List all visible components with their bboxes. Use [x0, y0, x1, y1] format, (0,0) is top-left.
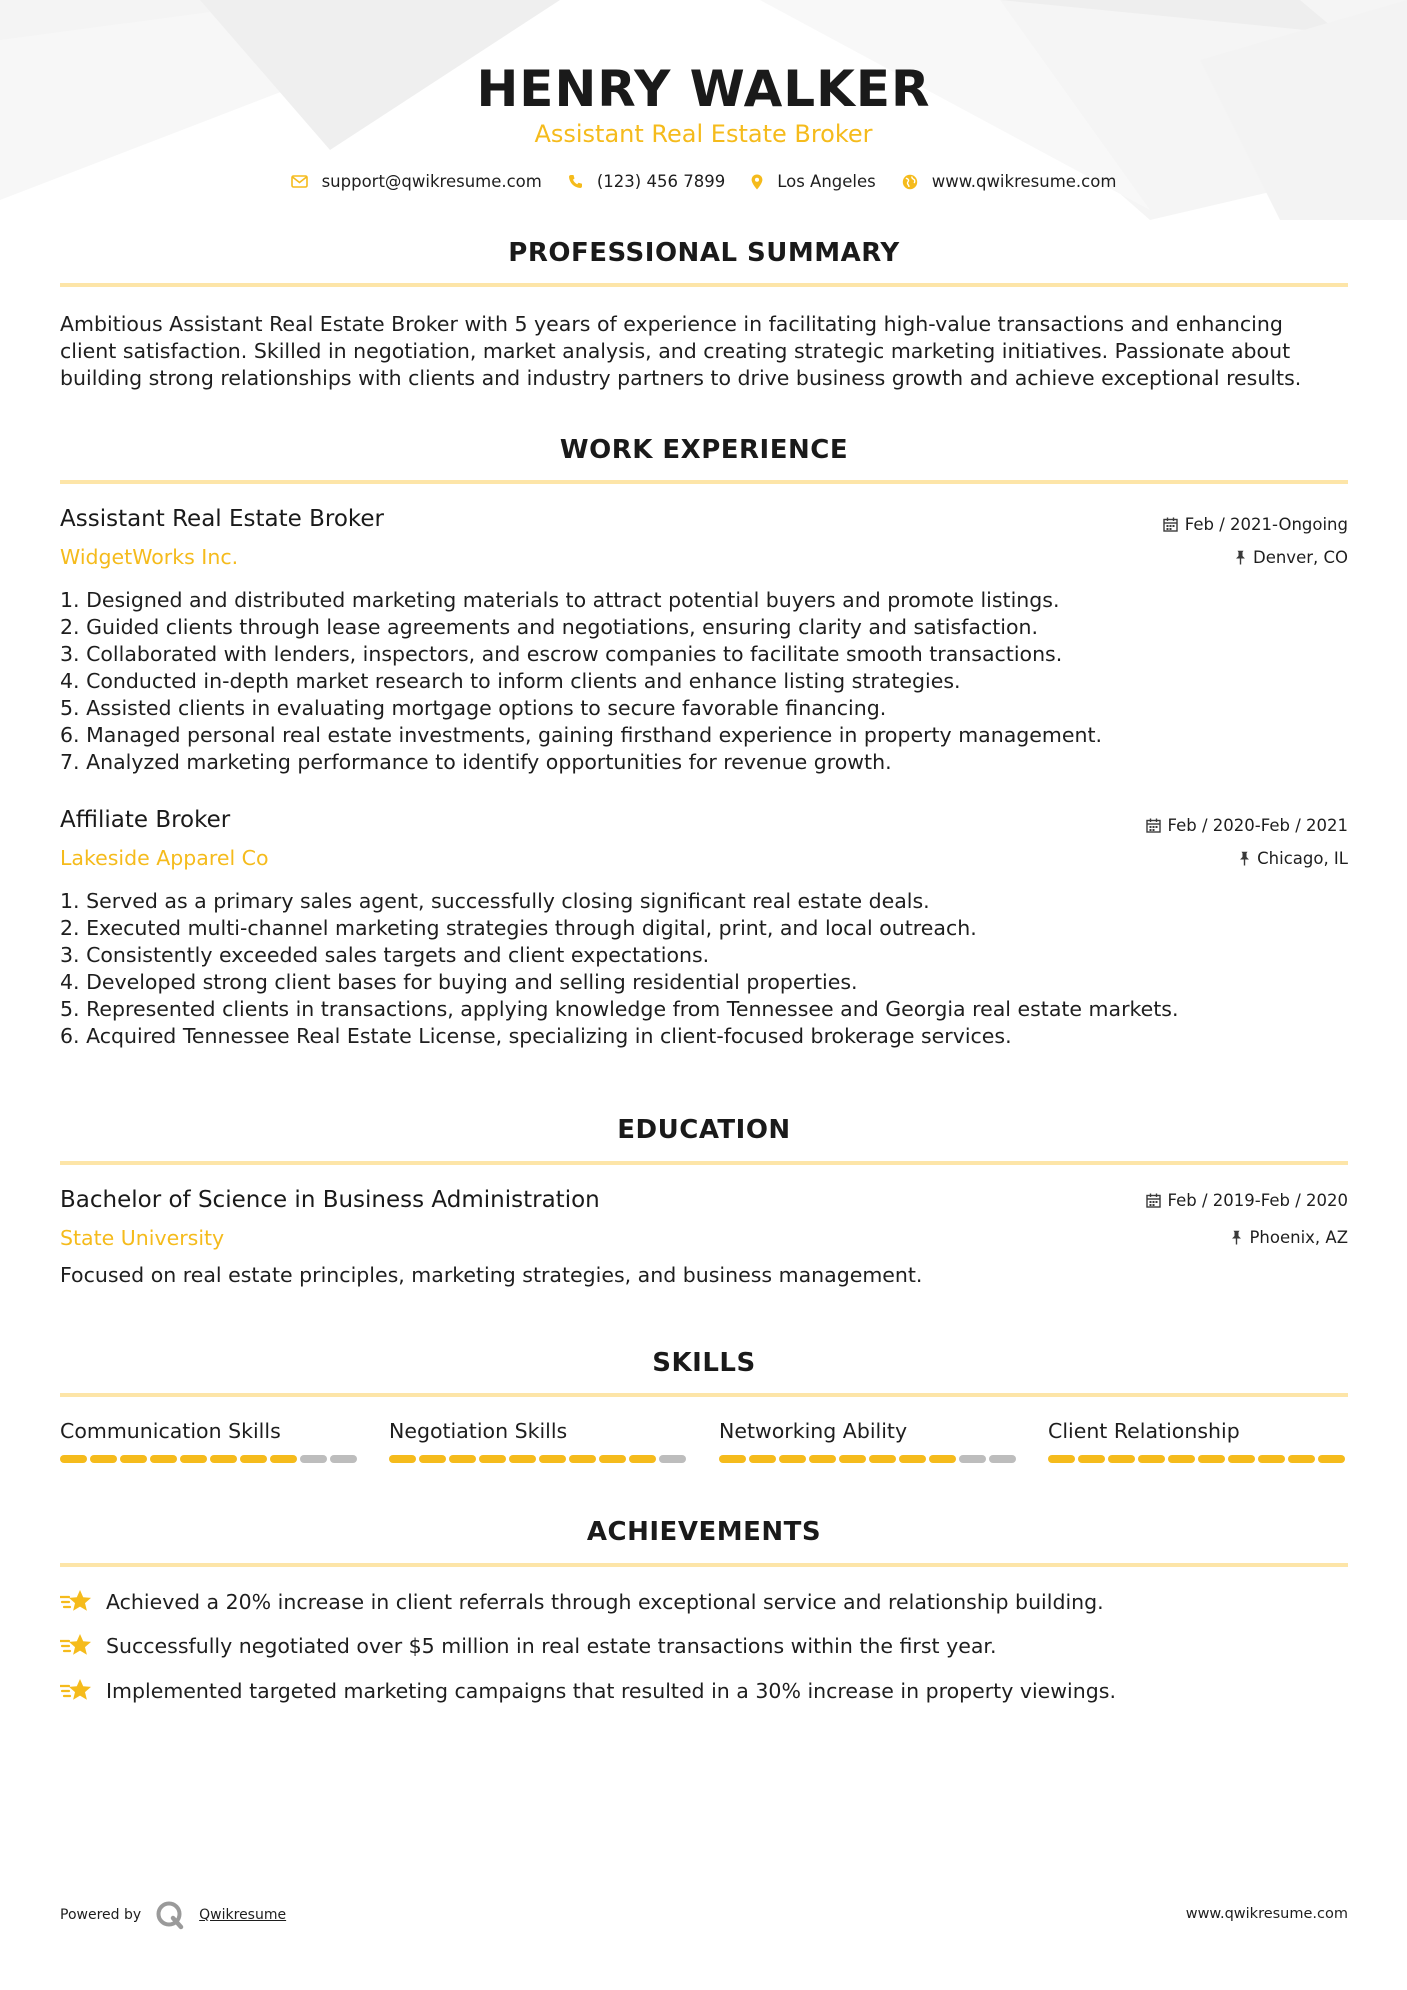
company-name: WidgetWorks Inc. [60, 545, 239, 569]
achievement-text: Implemented targeted marketing campaigns that resulted in a 30% increase in property viewings. [106, 1679, 1116, 1703]
summary-line: Ambitious Assistant Real Estate Broker with 5 years of experience in facilitating high-value transactions and enhancing [60, 312, 1283, 336]
skill-level-segment [419, 1455, 446, 1463]
skill-level-segment [1138, 1455, 1165, 1463]
candidate-name: HENRY WALKER [476, 60, 931, 118]
calendar-icon [1146, 1193, 1161, 1208]
calendar-icon [1163, 517, 1178, 532]
skill-item [1048, 1419, 1348, 1463]
skill-level-segment [240, 1455, 267, 1463]
skill-level-segment [90, 1455, 117, 1463]
skill-item [389, 1419, 689, 1463]
list-item: 2. Executed multi-channel marketing strategies through digital, print, and local outreach. [60, 916, 977, 940]
email-text: support@qwikresume.com [321, 172, 542, 191]
achievement-text: Achieved a 20% increase in client referrals through exceptional service and relationship building. [106, 1590, 1104, 1614]
skill-level-segment [989, 1455, 1016, 1463]
candidate-title: Assistant Real Estate Broker [534, 120, 873, 148]
summary-heading: PROFESSIONAL SUMMARY [508, 238, 900, 268]
education-location [1231, 1228, 1348, 1247]
skill-level-segment [509, 1455, 536, 1463]
skill-level-segment [479, 1455, 506, 1463]
summary-line: building strong relationships with clients and industry partners to drive business growth and achieve exceptional results. [60, 366, 1302, 390]
job-location-text: Denver, CO [1252, 548, 1348, 567]
summary-line: client satisfaction. Skilled in negotiation, market analysis, and creating strategic marketing initiatives. Passionate about [60, 339, 1291, 363]
skill-level-segment [929, 1455, 956, 1463]
education-heading: EDUCATION [617, 1115, 791, 1145]
pushpin-icon [1239, 851, 1250, 866]
footer-website[interactable]: www.qwikresume.com [1185, 1906, 1348, 1922]
achievements-heading: ACHIEVEMENTS [586, 1517, 822, 1547]
skill-level-bar [60, 1455, 360, 1463]
location-text: Los Angeles [777, 172, 876, 191]
phone-icon [568, 174, 583, 189]
list-item: 1. Served as a primary sales agent, successfully closing significant real estate deals. [60, 889, 930, 913]
pushpin-icon [1235, 550, 1246, 565]
skill-level-segment [1318, 1455, 1345, 1463]
list-item: 4. Conducted in-depth market research to inform clients and enhance listing strategies. [60, 669, 961, 693]
list-item: 2. Guided clients through lease agreements and negotiations, ensuring clarity and satisfaction. [60, 615, 1038, 639]
job-dates-text: Feb / 2021-Ongoing [1184, 515, 1348, 534]
skill-level-segment [449, 1455, 476, 1463]
list-item: 4. Developed strong client bases for buying and selling residential properties. [60, 970, 858, 994]
star-icon [60, 1589, 92, 1615]
skill-level-segment [60, 1455, 87, 1463]
skill-level-bar [1048, 1455, 1348, 1463]
achievements-divider [60, 1563, 1348, 1567]
job-title: Affiliate Broker [60, 807, 231, 833]
skill-name: Networking Ability [719, 1419, 908, 1443]
company-name: Lakeside Apparel Co [60, 846, 269, 870]
website-text: www.qwikresume.com [931, 172, 1117, 191]
list-item: 3. Collaborated with lenders, inspectors, and escrow companies to facilitate smooth transactions. [60, 642, 1063, 666]
skill-level-segment [150, 1455, 177, 1463]
skill-level-segment [1108, 1455, 1135, 1463]
skill-level-segment [1228, 1455, 1255, 1463]
education-divider [60, 1161, 1348, 1165]
job-location-text: Chicago, IL [1257, 849, 1348, 868]
summary-text [60, 311, 1348, 392]
qwikresume-link[interactable]: Qwikresume [199, 1907, 287, 1923]
skills-heading: SKILLS [652, 1348, 756, 1378]
skill-name: Communication Skills [60, 1419, 281, 1443]
skill-level-segment [1078, 1455, 1105, 1463]
skill-level-segment [1198, 1455, 1225, 1463]
job-dates [1146, 816, 1348, 835]
calendar-icon [1146, 818, 1161, 833]
job-responsibilities [60, 587, 1348, 776]
skill-level-bar [389, 1455, 689, 1463]
skill-level-segment [1258, 1455, 1285, 1463]
skill-level-segment [539, 1455, 566, 1463]
job-dates-text: Feb / 2020-Feb / 2021 [1167, 816, 1348, 835]
skill-level-segment [210, 1455, 237, 1463]
skill-level-segment [899, 1455, 926, 1463]
contact-email[interactable] [291, 172, 542, 191]
job-title: Assistant Real Estate Broker [60, 506, 384, 532]
skill-level-segment [749, 1455, 776, 1463]
skill-level-segment [599, 1455, 626, 1463]
job-location [1235, 548, 1348, 567]
skill-level-segment [180, 1455, 207, 1463]
education-location-text: Phoenix, AZ [1249, 1228, 1348, 1247]
skill-name: Client Relationship [1048, 1419, 1240, 1443]
skill-level-segment [839, 1455, 866, 1463]
education-description: Focused on real estate principles, marketing strategies, and business management. [60, 1263, 923, 1287]
star-icon [60, 1633, 92, 1659]
job-location [1239, 849, 1348, 868]
education-dates-text: Feb / 2019-Feb / 2020 [1167, 1191, 1348, 1210]
globe-icon [902, 174, 918, 190]
achievement-item [60, 1633, 996, 1659]
skill-level-segment [1168, 1455, 1195, 1463]
skill-level-bar [719, 1455, 1019, 1463]
phone-text: (123) 456 7899 [596, 172, 726, 191]
skill-level-segment [779, 1455, 806, 1463]
skill-level-segment [569, 1455, 596, 1463]
footer-powered-by [60, 1900, 286, 1930]
envelope-icon [291, 175, 308, 188]
school-name: State University [60, 1226, 225, 1250]
achievement-text: Successfully negotiated over $5 million in real estate transactions within the first year. [106, 1634, 997, 1658]
powered-by-label: Powered by [60, 1907, 142, 1923]
skill-level-segment [719, 1455, 746, 1463]
skill-name: Negotiation Skills [389, 1419, 568, 1443]
skill-level-segment [1048, 1455, 1075, 1463]
list-item: 6. Managed personal real estate investments, gaining firsthand experience in property management. [60, 723, 1103, 747]
skill-level-segment [629, 1455, 656, 1463]
list-item: 5. Assisted clients in evaluating mortgage options to secure favorable financing. [60, 696, 887, 720]
skill-level-segment [659, 1455, 686, 1463]
achievement-item [60, 1589, 1104, 1615]
skill-level-segment [1288, 1455, 1315, 1463]
achievement-item [60, 1678, 1116, 1704]
list-item: 6. Acquired Tennessee Real Estate License, specializing in client-focused brokerage services. [60, 1024, 1012, 1048]
experience-heading: WORK EXPERIENCE [559, 435, 849, 465]
job-responsibilities [60, 888, 1348, 1050]
star-icon [60, 1678, 92, 1704]
degree-title: Bachelor of Science in Business Administration [60, 1187, 600, 1213]
skill-level-segment [389, 1455, 416, 1463]
skill-level-segment [330, 1455, 357, 1463]
list-item: 3. Consistently exceeded sales targets and client expectations. [60, 943, 710, 967]
list-item: 1. Designed and distributed marketing materials to attract potential buyers and promote listings. [60, 588, 1060, 612]
experience-divider [60, 480, 1348, 484]
qwikresume-logo-icon [155, 1900, 185, 1930]
location-pin-icon [751, 174, 763, 190]
job-dates [1163, 515, 1348, 534]
summary-divider [60, 283, 1348, 287]
list-item: 7. Analyzed marketing performance to identify opportunities for revenue growth. [60, 750, 892, 774]
pushpin-icon [1231, 1230, 1242, 1245]
skill-level-segment [869, 1455, 896, 1463]
skills-divider [60, 1393, 1348, 1397]
contact-location [751, 172, 876, 191]
education-dates [1146, 1191, 1348, 1210]
contact-website[interactable] [902, 172, 1117, 191]
skill-level-segment [120, 1455, 147, 1463]
contact-phone[interactable] [568, 172, 725, 191]
skill-item [719, 1419, 1019, 1463]
skill-level-segment [270, 1455, 297, 1463]
skill-level-segment [959, 1455, 986, 1463]
skill-level-segment [809, 1455, 836, 1463]
skill-level-segment [300, 1455, 327, 1463]
list-item: 5. Represented clients in transactions, applying knowledge from Tennessee and Georgia real estate markets. [60, 997, 1179, 1021]
contact-bar [0, 172, 1407, 191]
skill-item [60, 1419, 360, 1463]
